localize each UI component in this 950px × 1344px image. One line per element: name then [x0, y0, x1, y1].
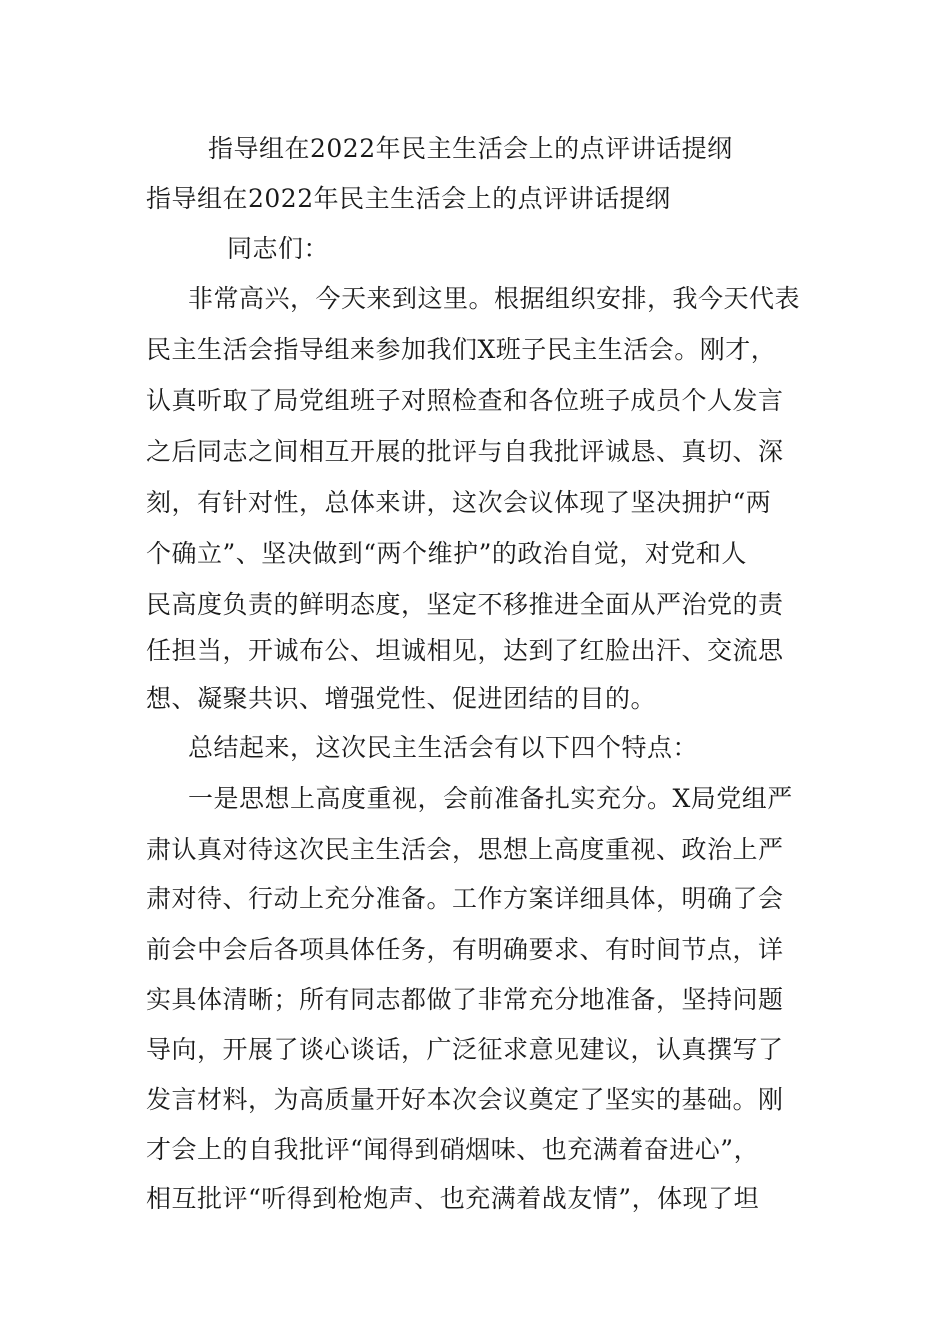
body-line: 认真听取了局党组班子对照检查和各位班子成员个人发言	[146, 386, 784, 415]
body-line: 前会中会后各项具体任务，有明确要求、有时间节点，详	[146, 935, 784, 964]
body-line: 才会上的自我批评“闻得到硝烟味、也充满着奋进心”，	[146, 1135, 760, 1164]
body-line: 导向，开展了谈心谈话，广泛征求意见建议，认真撰写了	[146, 1035, 784, 1064]
document-title-centered: 指导组在2022年民主生活会上的点评讲话提纲	[208, 134, 733, 163]
body-line: 个确立”、坚决做到“两个维护”的政治自觉，对党和人	[146, 539, 747, 568]
body-line: 肃认真对待这次民主生活会，思想上高度重视、政治上严	[146, 835, 784, 864]
body-line: 之后同志之间相互开展的批评与自我批评诚恳、真切、深	[146, 437, 784, 466]
body-line: 刻，有针对性，总体来讲，这次会议体现了坚决拥护“两	[146, 488, 772, 517]
body-line: 非常高兴，今天来到这里。根据组织安排，我今天代表	[188, 284, 801, 313]
body-line: 想、凝聚共识、增强党性、促进团结的目的。	[146, 684, 657, 713]
body-line: 民主生活会指导组来参加我们X班子民主生活会。刚才，	[146, 335, 777, 364]
body-line: 相互批评“听得到枪炮声、也充满着战友情”，体现了坦	[146, 1184, 760, 1213]
body-line: 实具体清晰；所有同志都做了非常充分地准备，坚持问题	[146, 985, 784, 1014]
document-title-repeat: 指导组在2022年民主生活会上的点评讲话提纲	[146, 184, 671, 213]
greeting: 同志们：	[227, 234, 330, 263]
body-line: 总结起来，这次民主生活会有以下四个特点：	[188, 733, 699, 762]
body-line: 任担当，开诚布公、坦诚相见，达到了红脸出汗、交流思	[146, 636, 784, 665]
body-line: 民高度负责的鲜明态度，坚定不移推进全面从严治党的责	[146, 590, 784, 619]
body-line: 发言材料，为高质量开好本次会议奠定了坚实的基础。刚	[146, 1085, 784, 1114]
body-line: 肃对待、行动上充分准备。工作方案详细具体，明确了会	[146, 884, 784, 913]
body-line: 一是思想上高度重视，会前准备扎实充分。X局党组严	[188, 784, 793, 813]
